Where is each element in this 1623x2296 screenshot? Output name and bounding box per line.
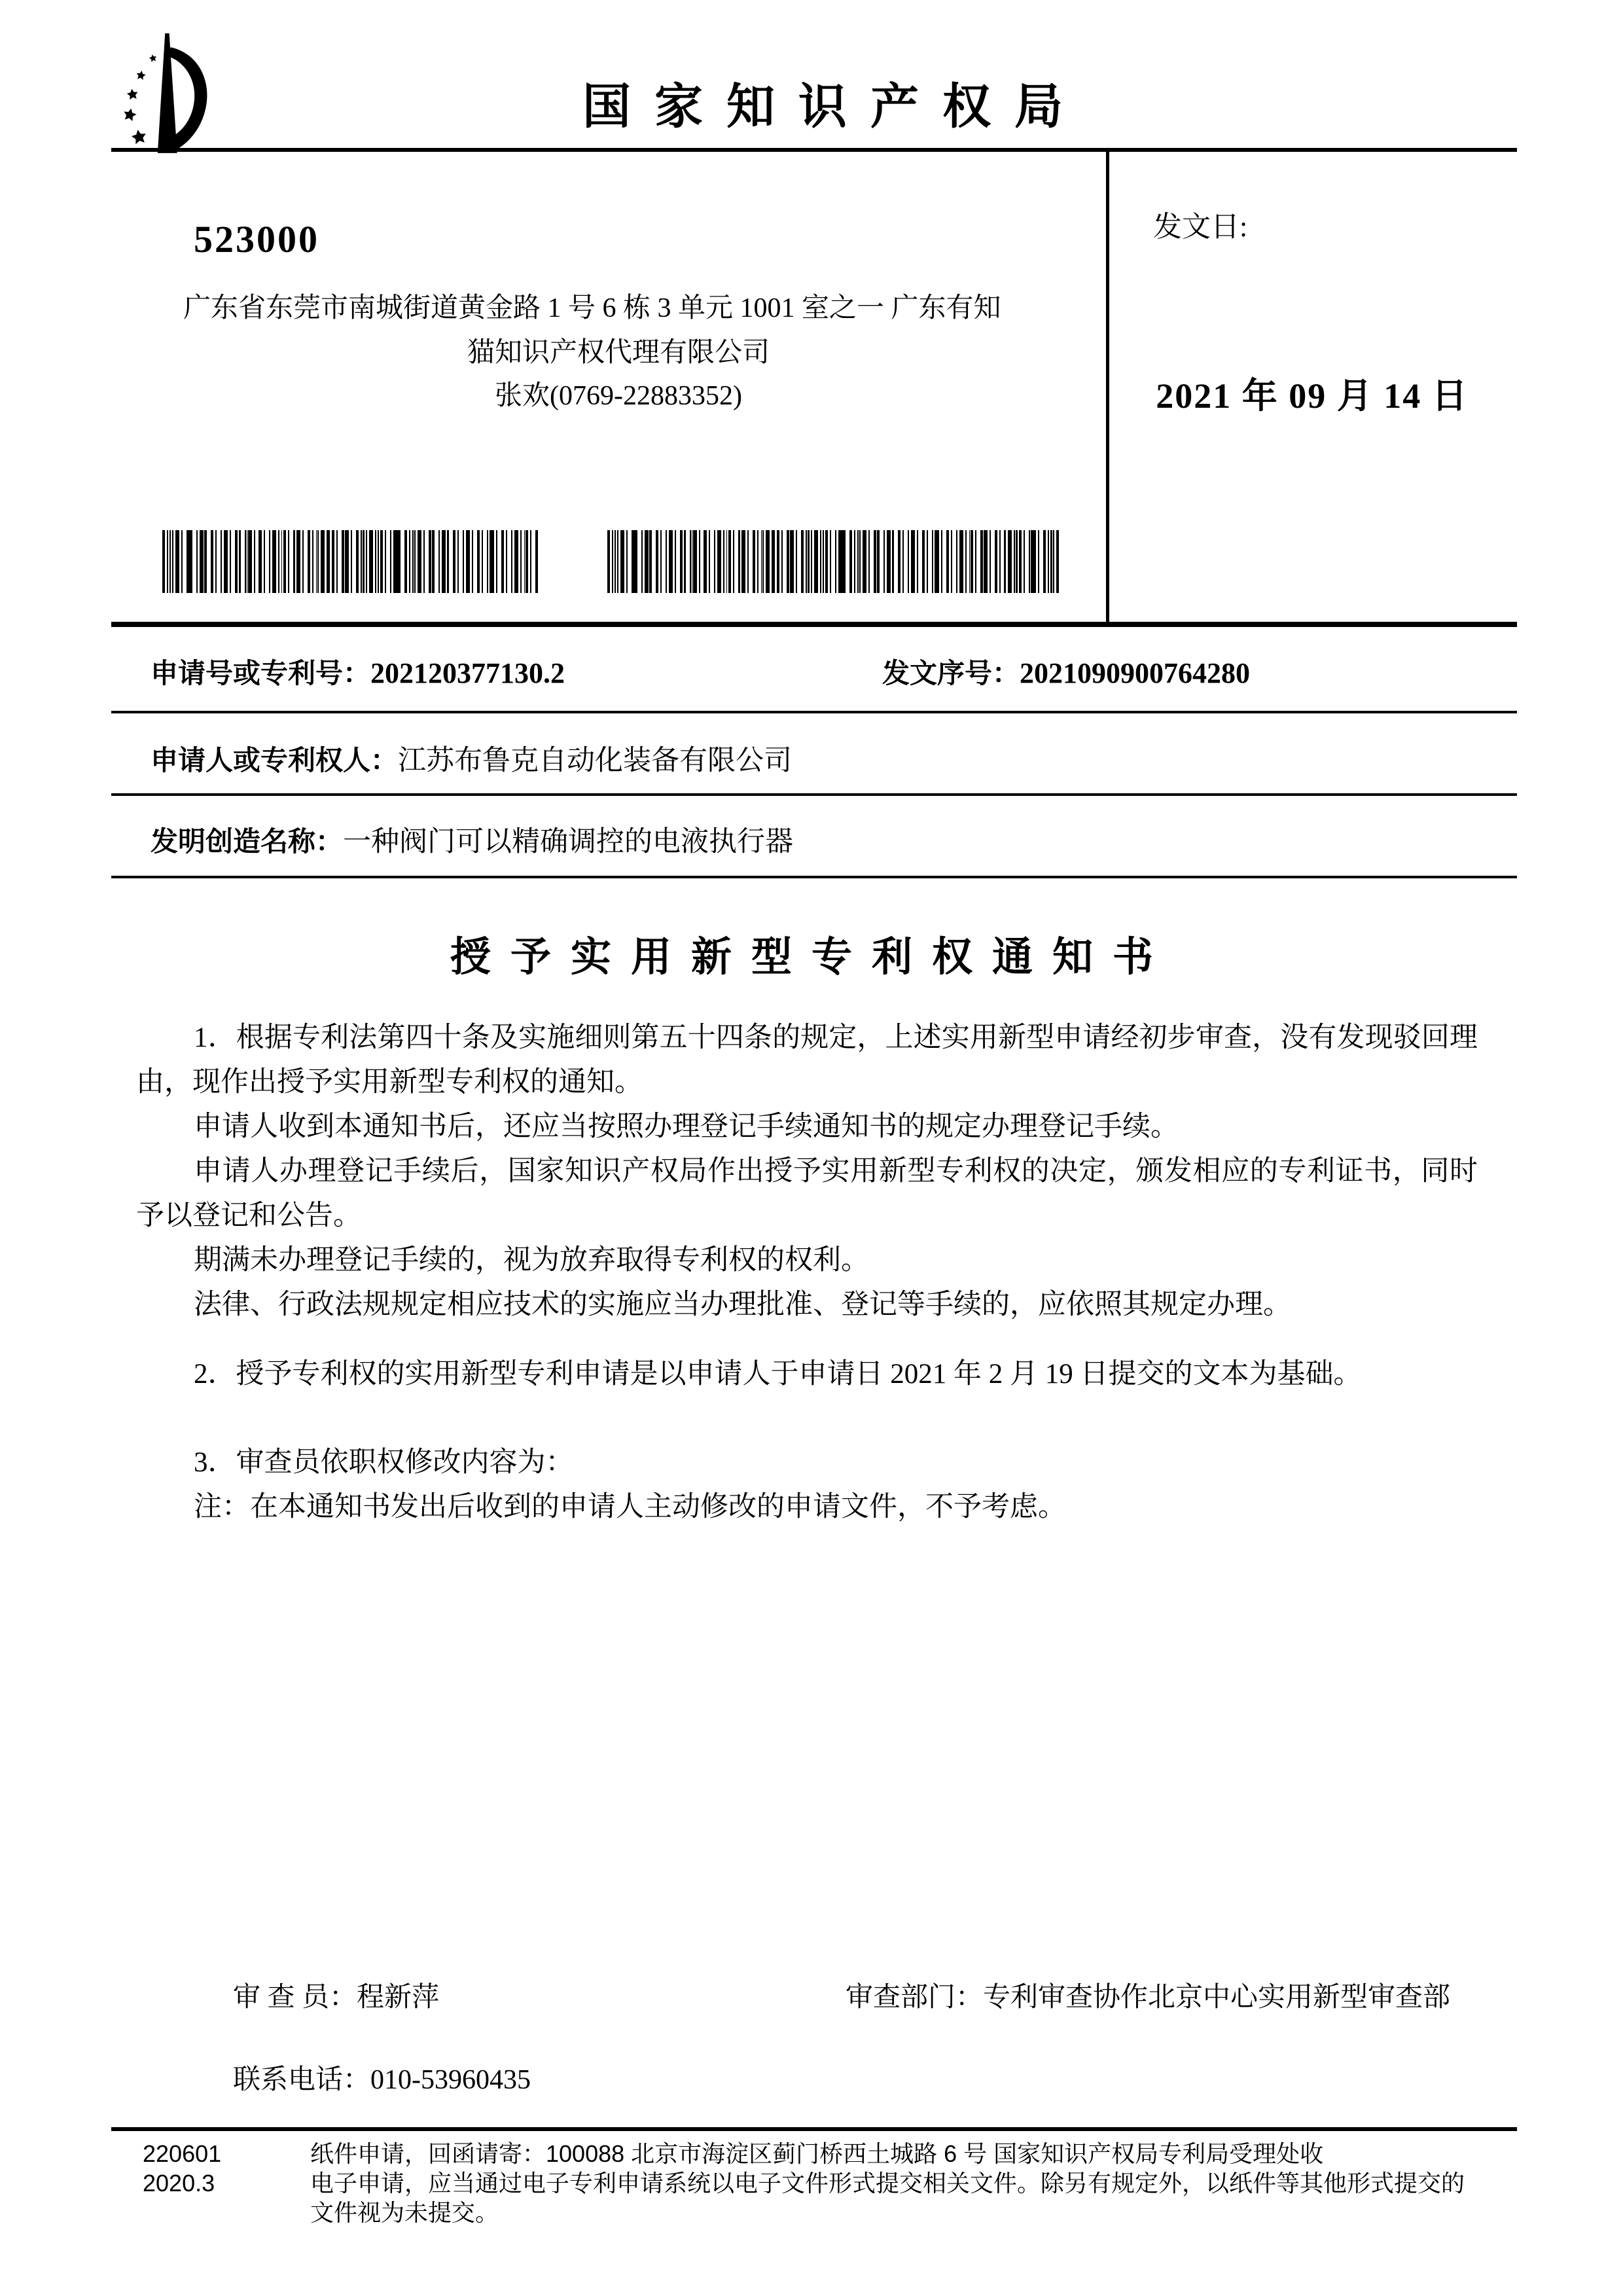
notice-paragraph: 2．授予专利权的实用新型专利申请是以申请人于申请日 2021 年 2 月 19 日提交的文本为基础。 (194, 1359, 1362, 1390)
notice-paragraph: 1．根据专利法第四十条及实施细则第五十四条的规定，上述实用新型申请经初步审查，没有发现驳回理由，现作出授予实用新型专利权的通知。 (136, 1022, 1478, 1098)
applicant-value: 江苏布鲁克自动化装备有限公司 (398, 745, 793, 776)
barcode-application (162, 530, 539, 593)
footer-instructions (310, 2139, 1541, 2227)
row-rule-3 (111, 876, 1517, 878)
application-number-label: 申请号或专利号： (151, 658, 371, 689)
footer-instruction-line: 电子申请，应当通过电子专利申请系统以电子文件形式提交相关文件。除另有规定外，以纸件等其他形式提交的 (310, 2170, 1465, 2197)
recipient-contact: 张欢(0769-22883352) (495, 381, 742, 411)
applicant-label: 申请人或专利权人： (151, 745, 399, 776)
applicant-field (151, 738, 792, 778)
row-rule-1 (111, 711, 1517, 713)
dispatch-date-value: 2021 年 09 月 14 日 (1156, 376, 1469, 416)
section-rule-top (111, 622, 1517, 627)
notice-title: 授予实用新型专利权通知书 (450, 935, 1173, 980)
recipient-address-line2: 猫知识产权代理有限公司 (467, 338, 770, 368)
notice-body (136, 1016, 1478, 1530)
notice-paragraph: 3．审查员依职权修改内容为： (194, 1447, 574, 1478)
department-label: 审查部门： (846, 1982, 984, 2013)
notice-paragraph: 法律、行政法规规定相应技术的实施应当办理批准、登记等手续的，应依照其规定办理。 (194, 1289, 1291, 1320)
postal-code: 523000 (194, 218, 319, 260)
phone-number: 010-53960435 (370, 2065, 531, 2095)
row-rule-2 (111, 793, 1517, 796)
application-number-value: 202120377130.2 (370, 657, 565, 689)
invention-name-field (151, 819, 793, 859)
footer-rule (111, 2127, 1517, 2131)
dispatch-date-label: 发文日: (1153, 211, 1248, 243)
footer-form-version: 2020.3 (143, 2170, 215, 2197)
phone-field (233, 2058, 531, 2097)
invention-name-value: 一种阀门可以精确调控的电液执行器 (343, 827, 794, 857)
header-rule (111, 148, 1517, 152)
notice-paragraph: 申请人办理登记手续后，国家知识产权局作出授予实用新型专利权的决定，颁发相应的专利证书，同时予以登记和公告。 (136, 1156, 1478, 1231)
notice-paragraph: 注：在本通知书发出后收到的申请人主动修改的申请文件，不予考虑。 (194, 1492, 1066, 1522)
notice-paragraph: 申请人收到本通知书后，还应当按照办理登记手续通知书的规定办理登记手续。 (194, 1111, 1179, 1142)
footer-form-code: 220601 (143, 2140, 222, 2167)
phone-label: 联系电话： (233, 2065, 371, 2095)
application-number-field (151, 652, 565, 691)
invention-name-label: 发明创造名称： (151, 826, 344, 857)
serial-number-value: 2021090900764280 (1020, 657, 1251, 689)
department-name: 专利审查协作北京中心实用新型审查部 (983, 1982, 1451, 2013)
notice-paragraph: 期满未办理登记手续的，视为放弃取得专利权的权利。 (194, 1245, 869, 1276)
examiner-name: 程新萍 (357, 1982, 440, 2013)
serial-number-field (882, 652, 1250, 691)
recipient-address-line1: 广东省东莞市南城街道黄金路 1 号 6 栋 3 单元 1001 室之一 广东有知 (183, 293, 1001, 323)
examiner-field (233, 1975, 439, 2015)
examiner-label: 审 查 员： (233, 1982, 357, 2013)
department-field (846, 1975, 1450, 2015)
barcode-serial (607, 530, 1059, 593)
footer-form-codes (143, 2139, 221, 2198)
footer-instruction-line: 文件视为未提交。 (310, 2199, 499, 2226)
serial-number-label: 发文序号： (882, 658, 1020, 689)
footer-instruction-line: 纸件申请，回函请寄：100088 北京市海淀区蓟门桥西土城路 6 号 国家知识产权局专利局受理处收 (310, 2140, 1324, 2167)
agency-title: 国家知识产权局 (582, 79, 1086, 134)
